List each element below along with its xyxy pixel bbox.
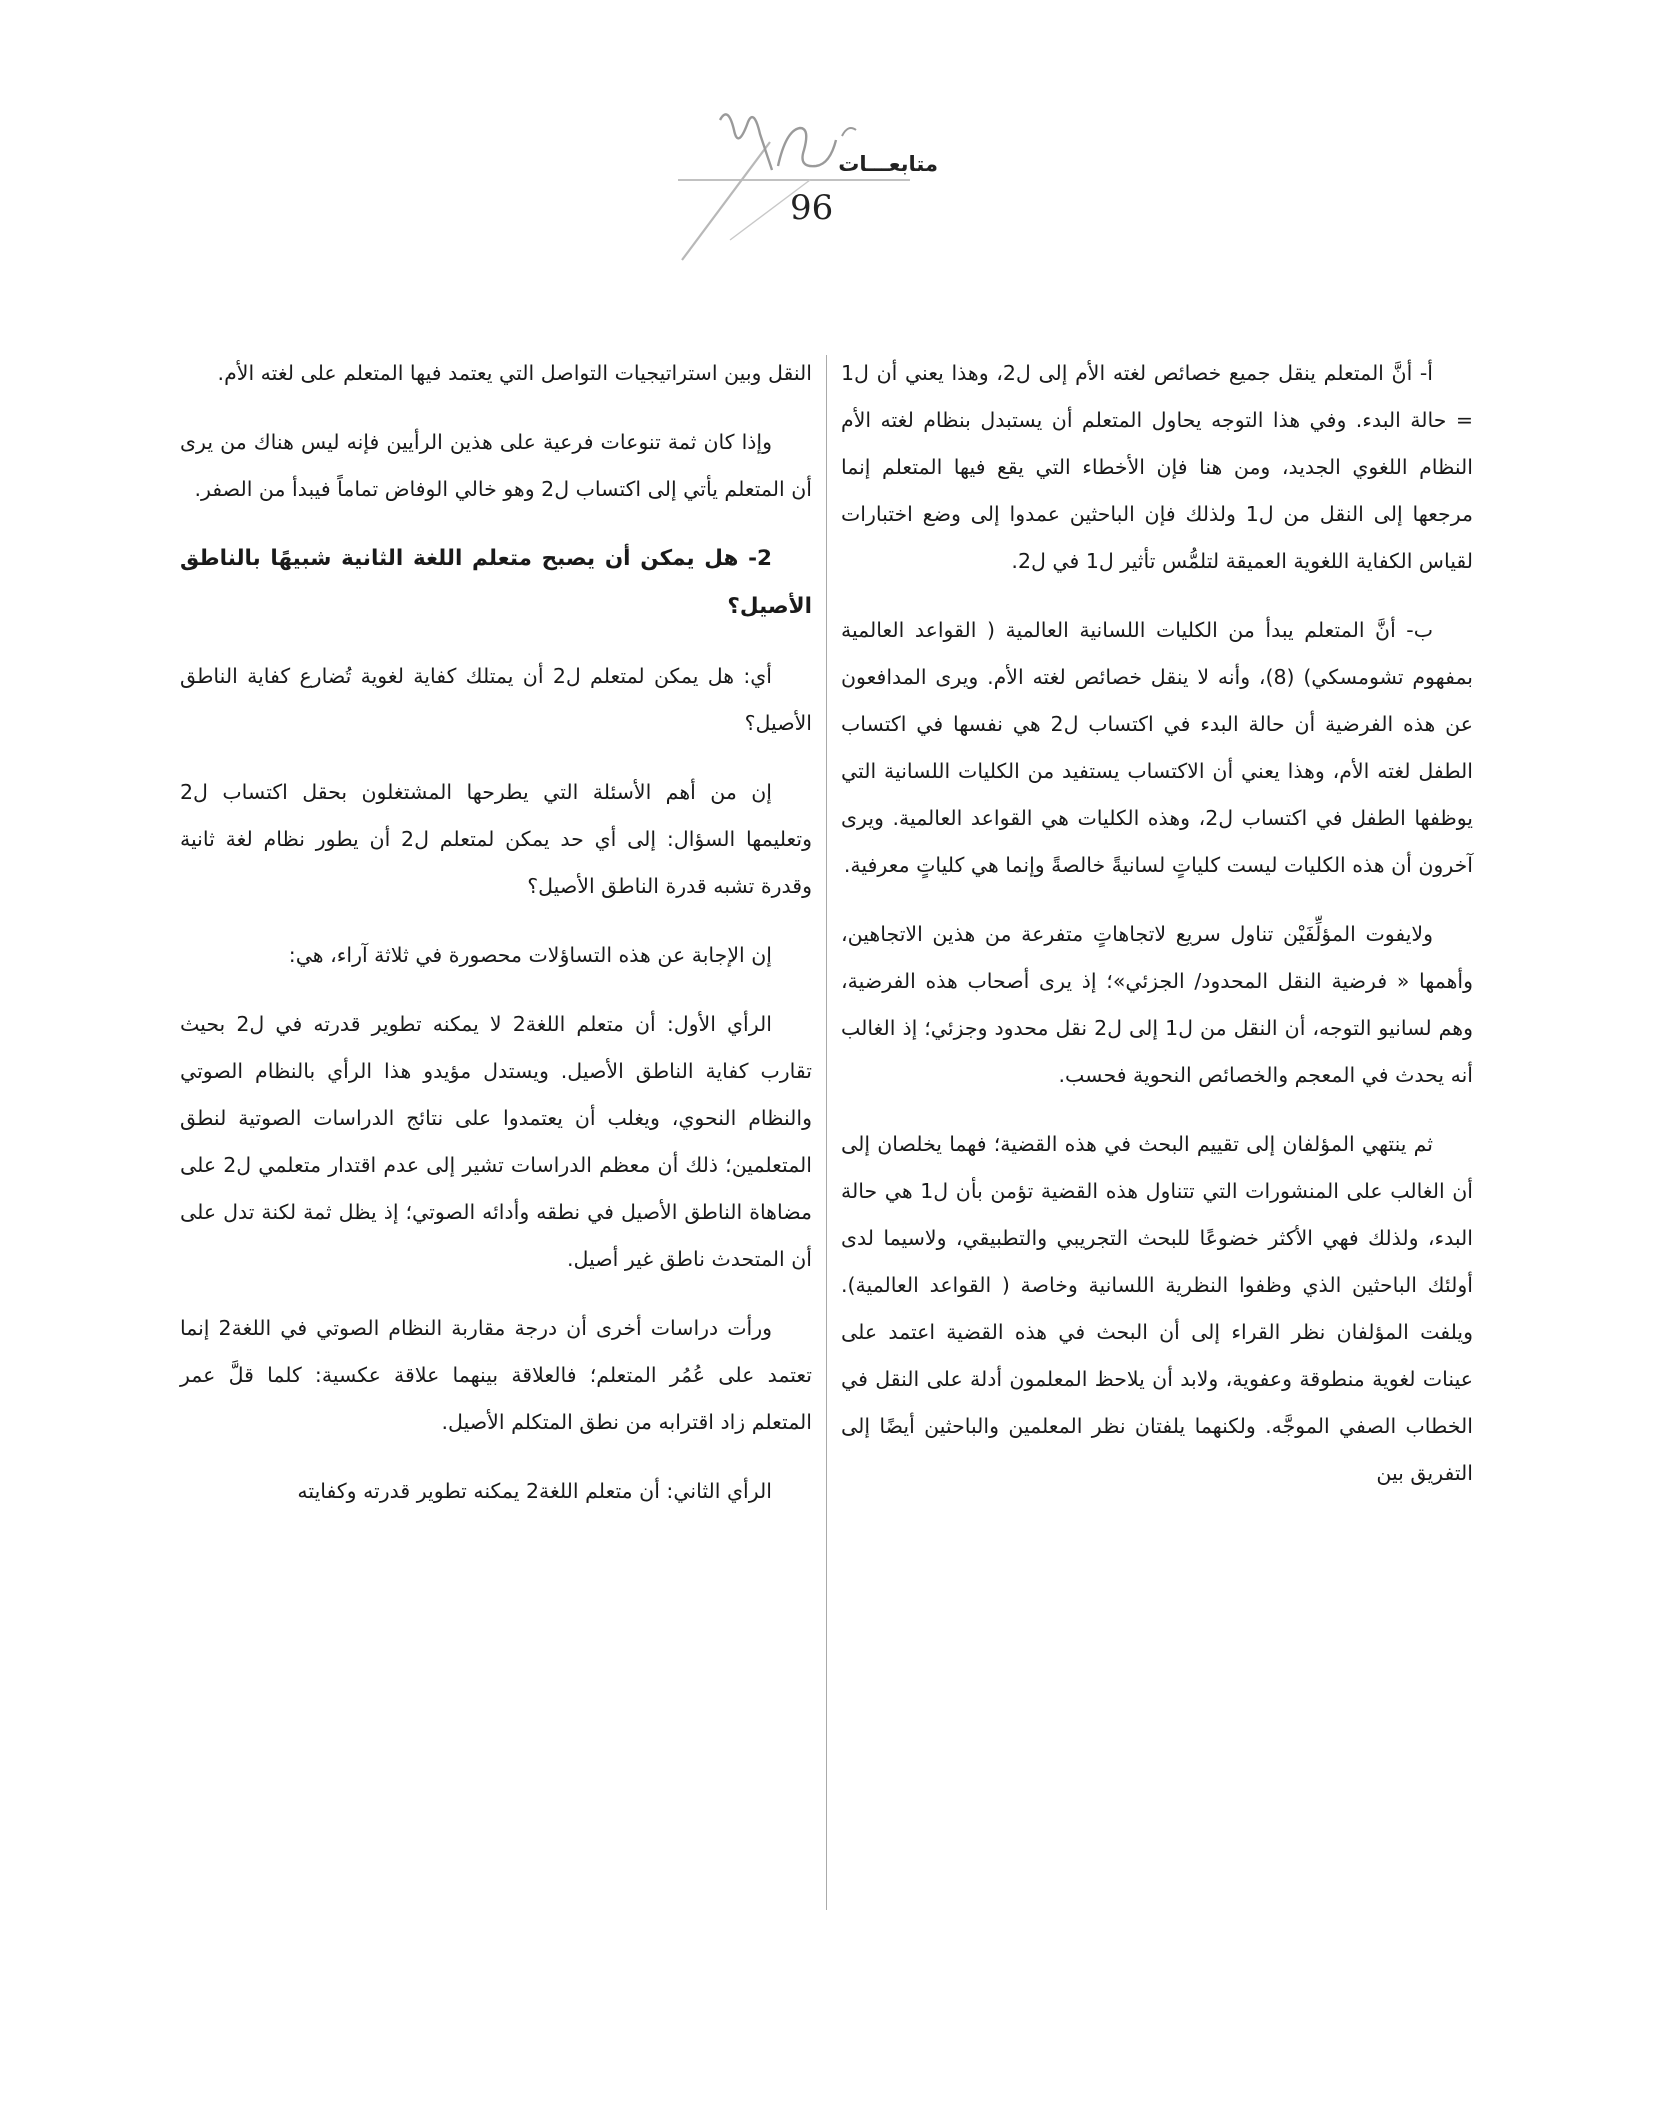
column-divider — [826, 355, 827, 1910]
paragraph: إن من أهم الأسئلة التي يطرحها المشتغلون بحقل اكتساب ل2 وتعليمها السؤال: إلى أي حد يمكن لمتعلم ل2 أن يطور نظام لغة ثانية وقدرة تشبه قدرة الناطق الأصيل؟ — [180, 780, 813, 898]
paragraph: إن الإجابة عن هذه التساؤلات محصورة في ثلاثة آراء، هي: — [288, 943, 772, 967]
paragraph: ولايفوت المؤلِّفَيْن تناول سريع لاتجاهاتٍ متفرعة من هذين الاتجاهين، وأهمها « فرضية النقل المحدود/ الجزئي»؛ إذ يرى أصحاب هذه الفرضية، وهم لسانيو التوجه، أن النقل من ل1 إلى ل2 نقل محدود وجزئي؛ إذ الغالب أنه يحدث في المعجم والخصائص النحوية فحسب. — [841, 922, 1474, 1087]
right-column — [841, 350, 1473, 1519]
paragraph: الرأي الثاني: أن متعلم اللغة2 يمكنه تطوير قدرته وكفايته — [297, 1479, 772, 1503]
left-column — [180, 350, 812, 1537]
paragraph: أي: هل يمكن لمتعلم ل2 أن يمتلك كفاية لغوية تُضارع كفاية الناطق الأصيل؟ — [180, 664, 812, 735]
paragraph: النقل وبين استراتيجيات التواصل التي يعتمد فيها المتعلم على لغته الأم. — [217, 361, 812, 385]
paragraph: أ- أنَّ المتعلم ينقل جميع خصائص لغته الأم إلى ل2، وهذا يعني أن ل1 = حالة البدء. وفي هذا التوجه يحاول المتعلم أن يستبدل بنظام لغته الأم النظام اللغوي الجديد، ومن هنا فإن الأخطاء التي يقع فيها المتعلم إنما مرجعها إلى النقل من ل1 ولذلك فإن الباحثين عمدوا إلى وضع اختبارات لقياس الكفاية اللغوية العميقة لتلمُّس تأثير ل1 في ل2. — [841, 361, 1473, 573]
paragraph: ورأت دراسات أخرى أن درجة مقاربة النظام الصوتي في اللغة2 إنما تعتمد على عُمُر المتعلم؛ فالعلاقة بينهما علاقة عكسية: كلما قلَّ عمر المتعلم زاد اقترابه من نطق المتكلم الأصيل. — [180, 1316, 812, 1434]
section-heading: 2- هل يمكن أن يصبح متعلم اللغة الثانية شبيهًا بالناطق الأصيل؟ — [180, 546, 812, 619]
section-label: متابعـــات — [838, 152, 938, 176]
paragraph: الرأي الأول: أن متعلم اللغة2 لا يمكنه تطوير قدرته في ل2 بحيث تقارب كفاية الناطق الأصيل. ويستدل مؤيدو هذا الرأي بالنظام الصوتي والنظام النحوي، ويغلب أن يعتمدوا على نتائج الدراسات الصوتية لنطق المتعلمين؛ ذلك أن معظم الدراسات تشير إلى عدم اقتدار متعلمي ل2 على مضاهاة الناطق الأصيل في نطقه وأدائه الصوتي؛ إذ يظل ثمة لكنة تدل على أن المتحدث ناطق غير أصيل. — [180, 1012, 812, 1271]
page-number: 96 — [790, 188, 834, 228]
paragraph: وإذا كان ثمة تنوعات فرعية على هذين الرأيين فإنه ليس هناك من يرى أن المتعلم يأتي إلى اكتساب ل2 وهو خالي الوفاض تماماً فيبدأ من الصفر. — [180, 430, 812, 501]
paragraph: ب- أنَّ المتعلم يبدأ من الكليات اللسانية العالمية ( القواعد العالمية بمفهوم تشومسكي) (8)، وأنه لا ينقل خصائص لغته الأم. ويرى المدافعون عن هذه الفرضية أن حالة البدء في اكتساب ل2 هي نفسها في اكتساب الطفل لغته الأم، وهذا يعني أن الاكتساب يستفيد من الكليات اللسانية التي يوظفها الطفل في اكتساب ل2، وهذه الكليات هي القواعد العالمية. ويرى آخرون أن هذه الكليات ليست كلياتٍ لسانيةً خالصةً وإنما هي كلياتٍ معرفية. — [841, 618, 1473, 877]
paragraph: ثم ينتهي المؤلفان إلى تقييم البحث في هذه القضية؛ فهما يخلصان إلى أن الغالب على المنشورات التي تتناول هذه القضية تؤمن بأن ل1 هي حالة البدء، ولذلك فهي الأكثر خضوعًا للبحث التجريبي والتطبيقي، ولاسيما لدى أولئك الباحثين الذي وظفوا النظرية اللسانية وخاصة ( القواعد العالمية). ويلفت المؤلفان نظر القراء إلى أن البحث في هذه القضية اعتمد على عينات لغوية منطوقة وعفوية، ولابد أن يلاحظ المعلمون أدلة على النقل في الخطاب الصفي الموجَّه. ولكنهما يلفتان نظر المعلمين والباحثين أيضًا إلى التفريق بين — [841, 1132, 1473, 1485]
page-header — [660, 100, 960, 280]
